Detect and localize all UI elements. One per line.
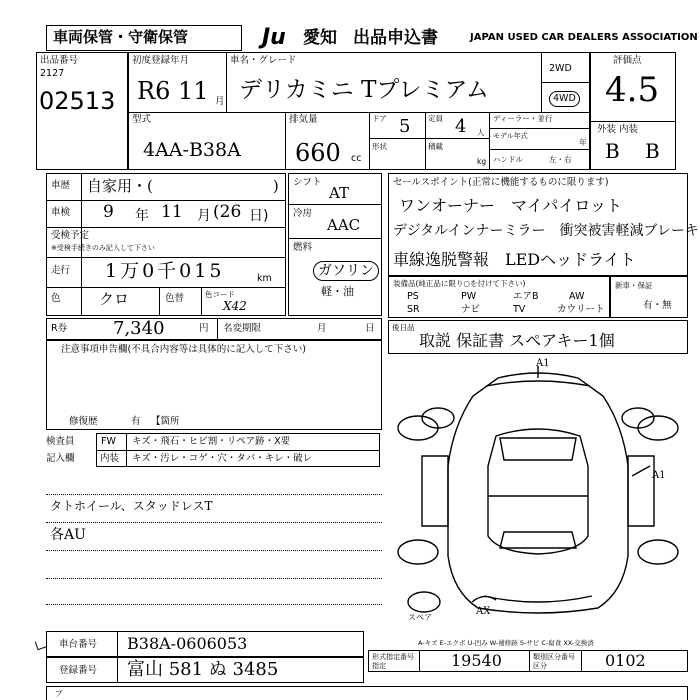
name-limit-label: 名変期限: [223, 323, 262, 334]
equipment-title: 装備品(純正品に限り○を付けて下さい): [393, 279, 526, 288]
remarks-value: 取説 保証書 スペアキー1個: [419, 331, 615, 350]
sales-points-line1: ワンオーナー マイパイロット: [399, 196, 623, 215]
first-reg-value: R6 11: [137, 77, 209, 105]
capacity-value: 4: [455, 116, 467, 137]
car-name-label: 車名・グレード: [230, 55, 297, 66]
car-damage-diagram: [388, 356, 688, 624]
aichi-label: 愛知: [303, 28, 337, 48]
footer-cut: ブ: [55, 689, 63, 698]
fuel-label: 燃料: [293, 242, 313, 253]
remarks-box: [388, 320, 688, 354]
new-car-label: 新車・保証: [615, 281, 653, 290]
sales-points-line2: デジタルインナーミラー 衝突被害軽減ブレーキ: [393, 223, 699, 239]
model-year-unit: 年: [579, 138, 587, 147]
inspector-naiso: 内装: [100, 453, 120, 464]
inspection-year: 9: [103, 202, 114, 222]
inspector-label2: 記入欄: [46, 453, 75, 464]
type-number-value: 19540: [451, 651, 502, 670]
caution-title: 注意事項申告欄(不具合内容等は具体的に記入して下さい): [61, 344, 306, 355]
delivery-label: 受検予定: [51, 230, 90, 241]
color-code-value: X42: [223, 299, 247, 313]
equip-tv[interactable]: TV: [513, 304, 526, 315]
inspection-day: (26: [213, 202, 242, 222]
load-unit: kg: [477, 157, 487, 166]
mileage-value: 1万0千015: [105, 260, 225, 282]
color-code-label: 色コード: [205, 290, 235, 299]
grade-box: [590, 52, 676, 170]
plate-value: 富山 581 ぬ 3485: [127, 659, 279, 680]
lot-value: 02513: [39, 87, 116, 115]
inspection-month: 11: [161, 202, 183, 222]
exterior-value: B: [605, 139, 620, 163]
first-reg-label: 初度登録年月: [132, 55, 190, 66]
fuel-value: ガソリン: [313, 261, 379, 281]
caution-box: [46, 340, 382, 430]
lot-sub: 2127: [40, 68, 65, 79]
new-car-opts[interactable]: 有・無: [643, 300, 672, 311]
ju-logo: Ju: [262, 25, 286, 50]
model-year-label: モデル年式: [493, 132, 528, 140]
equipment-box: [388, 276, 610, 318]
recycle-unit: 円: [199, 323, 209, 334]
lot-label: 出品番号: [40, 55, 79, 66]
model-value: 4AA-B38A: [143, 139, 241, 161]
displacement-unit: cc: [351, 153, 362, 164]
storage-title-box: [46, 25, 242, 51]
doors-value: 5: [399, 116, 411, 137]
diagram-spare: スペア: [408, 613, 432, 622]
inspector-label1: 検査員: [46, 436, 75, 447]
doors-label: ドア: [372, 114, 387, 123]
inspector-fw: FW: [101, 436, 116, 447]
category-number-value: 0102: [605, 651, 646, 670]
mileage-unit: km: [257, 273, 272, 284]
category-number-sub: 区分: [533, 662, 547, 670]
name-limit-day: 日: [365, 323, 375, 334]
plate-label: 登録番号: [59, 665, 98, 676]
dealer-label: ディーラー・並行: [493, 114, 553, 123]
footer-cut-box: [46, 686, 688, 700]
inspector-area: [46, 433, 382, 469]
left-edge-mark: [35, 639, 47, 651]
usage-value: 自家用・( ): [87, 177, 279, 195]
sales-points-line3: 車線逸脱警報 LEDヘッドライト: [393, 250, 636, 269]
chassis-box: [46, 631, 364, 657]
diagram-a1-side: A1: [652, 470, 666, 481]
delivery-sub: ※受検手続きのみ記入して下さい: [51, 244, 155, 252]
handle-label: ハンドル: [493, 155, 523, 164]
shift-box: [288, 173, 382, 316]
form-title: 出品申込書: [353, 28, 438, 48]
equip-sr[interactable]: SR: [407, 304, 420, 315]
displacement-value: 660: [295, 139, 341, 167]
remarks-title: 後日品: [392, 323, 415, 332]
shape-label: 形状: [372, 142, 387, 151]
equip-cowl[interactable]: カウリート: [557, 304, 605, 315]
grade-value: 4.5: [605, 70, 660, 110]
recycle-value: 7,340: [113, 318, 165, 339]
inspection-day-unit: 日): [249, 208, 269, 224]
diagram-a1-top: A1: [536, 358, 550, 369]
grade-label: 評価点: [613, 55, 642, 66]
color-value: クロ: [99, 290, 130, 308]
inspector-naiso-text: キズ・汚レ・コゲ・穴・タバ・キレ・破レ: [132, 453, 313, 464]
association-name: JAPAN USED CAR DEALERS ASSOCIATION: [470, 32, 698, 43]
mileage-label: 走行: [51, 265, 71, 276]
new-car-box: [610, 276, 688, 318]
capacity-label: 定員: [428, 114, 443, 123]
damage-legend: A-キズ E-エクボ U-凹み W-補修跡 S-サビ C-腐食 XX-交換済: [418, 639, 594, 647]
equip-aw[interactable]: AW: [569, 291, 585, 302]
load-label: 積載: [428, 142, 443, 151]
capacity-unit: 人: [477, 128, 485, 137]
usage-label: 車歴: [51, 180, 71, 191]
sales-points-box: [388, 173, 699, 276]
diagram-ax: AX: [476, 606, 491, 617]
aircon-label: 冷房: [293, 208, 313, 219]
inspection-label: 車検: [51, 207, 71, 218]
handle-opts[interactable]: 左・右: [549, 155, 572, 164]
inspector-fw-text: キズ・飛石・ヒビ割・リペア跡・X要: [132, 436, 291, 447]
repair-label: 修復歴: [69, 416, 98, 427]
displacement-label: 排気量: [289, 114, 318, 125]
color-label: 色: [51, 293, 61, 304]
recycle-label: R券: [51, 323, 68, 334]
repair-value: 有: [131, 416, 141, 427]
chassis-value: B38A-0606053: [127, 634, 248, 653]
drive-4wd[interactable]: 4WD: [549, 91, 580, 107]
lot-box: [36, 52, 128, 170]
type-number-label: 形式指定番号: [372, 653, 414, 661]
notes-line1: タトホイール、スタッドレスT: [50, 499, 213, 513]
name-limit-month: 月: [317, 323, 327, 334]
notes-line2: 各AU: [50, 527, 86, 543]
storage-title: 車両保管・守衛保管: [53, 28, 189, 46]
notes-area: [46, 480, 382, 610]
interior-value: B: [645, 139, 660, 163]
fuel-alt: 軽・油: [321, 285, 354, 298]
plate-box: [46, 657, 364, 683]
equip-navi[interactable]: ナビ: [461, 304, 481, 315]
type-number-sub: 指定: [372, 662, 386, 670]
category-number-label: 類別区分番号: [533, 653, 575, 661]
equip-ps[interactable]: PS: [407, 291, 419, 302]
car-name-value: デリカミニ Tプレミアム: [239, 77, 489, 103]
drive-2wd[interactable]: 2WD: [549, 63, 572, 74]
ext-int-label: 外装 内装: [597, 124, 639, 135]
model-label: 型式: [132, 114, 152, 125]
aircon-value: AAC: [327, 216, 361, 234]
equip-pw[interactable]: PW: [461, 291, 477, 302]
main-info-box: [128, 52, 590, 170]
recycle-box: [46, 318, 382, 340]
inspection-month-unit: 月: [197, 208, 211, 224]
shift-value: AT: [329, 184, 350, 202]
color-change-label: 色替: [165, 293, 185, 304]
shift-label: シフト: [293, 177, 322, 188]
usage-box: [46, 173, 286, 316]
sales-points-title: セールスポイント(正常に機能するものに限ります): [393, 177, 609, 188]
inspection-year-unit: 年: [135, 208, 149, 224]
equip-airbag[interactable]: エアB: [513, 291, 539, 302]
first-reg-unit: 月: [215, 96, 225, 107]
type-number-box: [368, 650, 688, 672]
chassis-label: 車台番号: [59, 639, 98, 650]
repair-place: 【箇所: [151, 416, 180, 427]
